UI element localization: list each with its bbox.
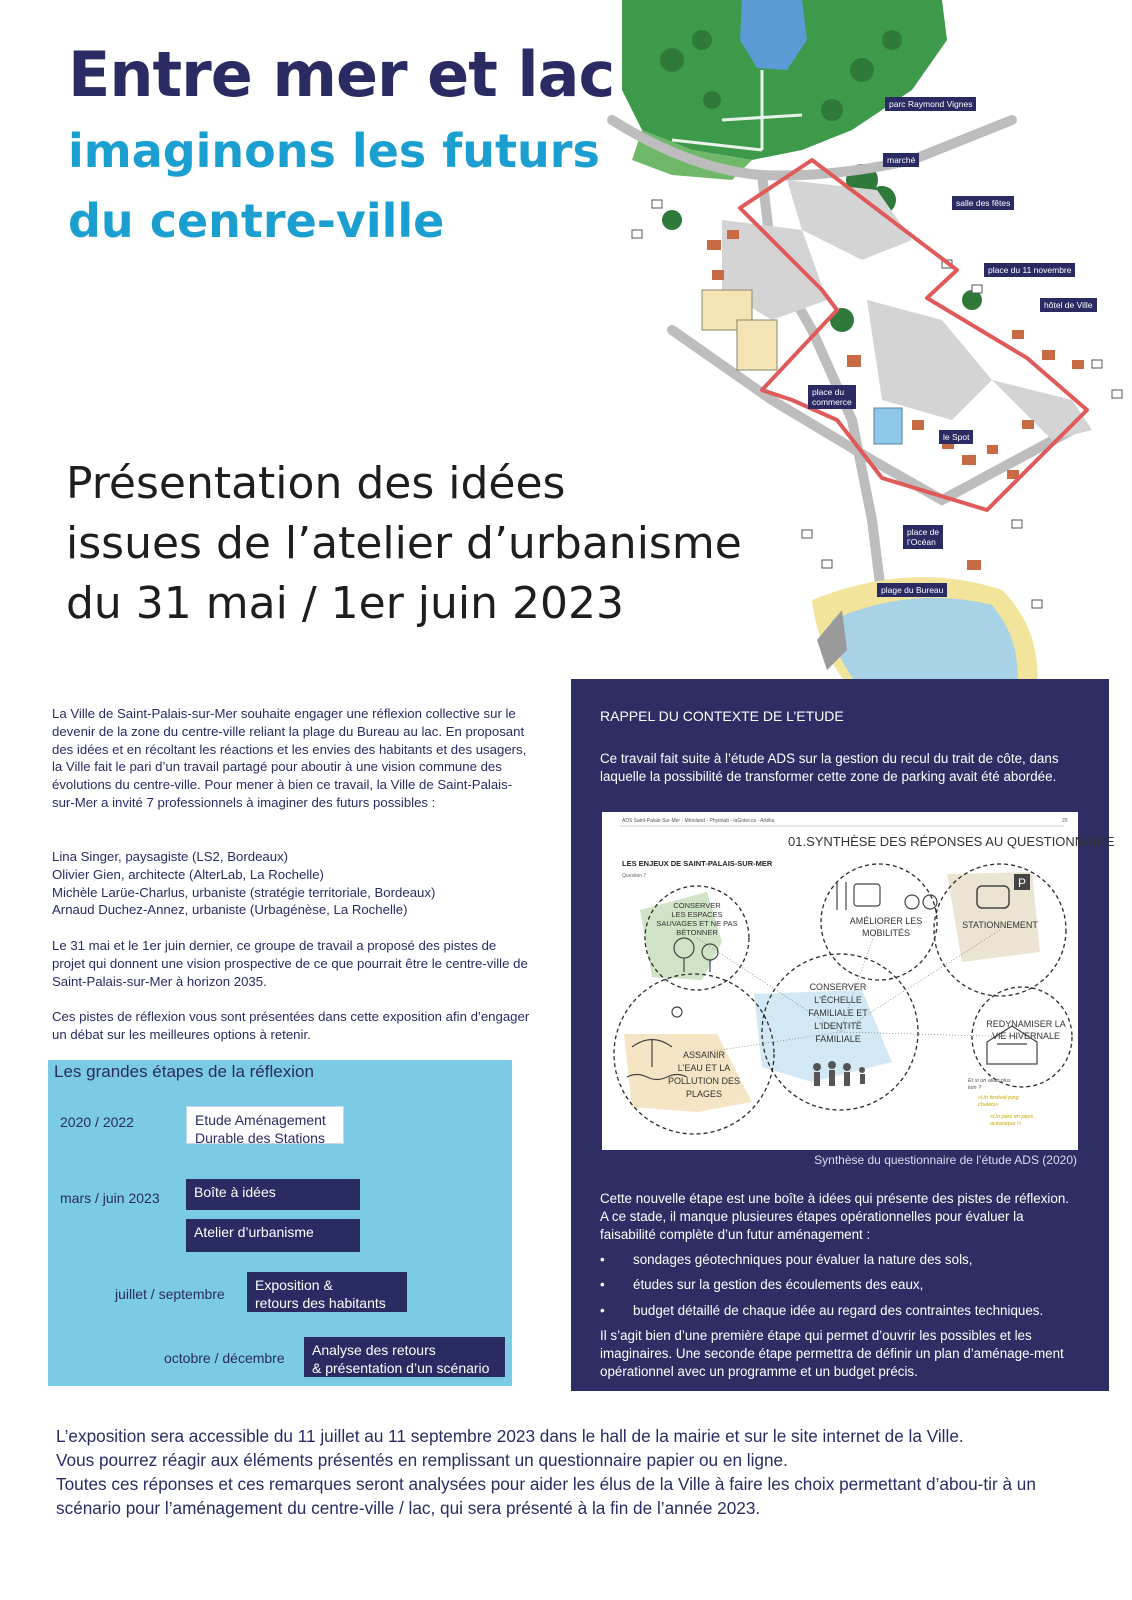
context-paragraph-2: Cette nouvelle étape est une boîte à idées qui présente des pistes de réflexion. A ce stade, il manque plusieures étapes opérationnelles pour évaluer la faisabilité complète d’un futur aménagement : xyxy=(600,1191,1069,1242)
timeline-period: octobre / décembre xyxy=(164,1350,285,1366)
issue-label: STATIONNEMENT xyxy=(962,920,1038,930)
timeline-period: 2020 / 2022 xyxy=(60,1114,134,1130)
issue-label: MOBILITÉS xyxy=(861,928,911,938)
map-label-place-du-commerce-line2: commerce xyxy=(812,397,852,407)
issue-label: VIE HIVERNALE xyxy=(991,1031,1061,1041)
figure-heading: 01.SYNTHÈSE DES RÉPONSES AU QUESTIONNAIRE xyxy=(788,834,1115,849)
figure-note: océanique !» xyxy=(990,1121,1022,1127)
issue-label: SAUVAGES ET NE PAS xyxy=(656,919,738,928)
figure-subheading: LES ENJEUX DE SAINT-PALAIS-SUR-MER xyxy=(622,859,773,868)
map-label-place-11-novembre: place du 11 novembre xyxy=(984,263,1075,277)
context-title: RAPPEL DU CONTEXTE DE L’ETUDE xyxy=(600,708,844,724)
professional-item: Michèle Larüe-Charlus, urbaniste (stratégie territoriale, Bordeaux) xyxy=(52,884,436,900)
presentation-line3: du 31 mai / 1er juin 2023 xyxy=(66,578,624,629)
intro-text-3: Ces pistes de réflexion vous sont présentées dans cette exposition afin d’engager un débat sur les meilleures options à retenir. xyxy=(52,1009,530,1042)
intro-paragraph-3 xyxy=(52,1008,530,1044)
issue-label: REDYNAMISER LA xyxy=(986,1019,1066,1029)
timeline-step-box: Atelier d’urbanisme xyxy=(186,1219,360,1252)
issue-label: AMÉLIORER LES xyxy=(849,916,923,926)
timeline-step-box: Boîte à idées xyxy=(186,1179,360,1210)
footer-line: L’exposition sera accessible du 11 juillet au 11 septembre 2023 dans le hall de la mairie et sur le site internet de la Ville. xyxy=(56,1426,964,1446)
timeline-panel xyxy=(48,1060,512,1386)
timeline-title: Les grandes étapes de la réflexion xyxy=(54,1062,314,1081)
issue-label: CONSERVER xyxy=(673,901,721,910)
map-illustration xyxy=(612,0,1132,690)
timeline-period: juillet / septembre xyxy=(115,1286,225,1302)
figure-question-label: Question 7 xyxy=(622,873,647,879)
context-paragraph-3: Il s’agit bien d’une première étape qui permet d’ouvrir les possibles et les imaginaires. Une seconde étape permettra de définir un plan d’aménage-ment opérationnel avec un programme et un budget précis. xyxy=(600,1328,1064,1379)
professional-item: Arnaud Duchez-Annez, urbaniste (Urbagénèse, La Rochelle) xyxy=(52,902,408,918)
page-subtitle-line1: imaginons les futurs xyxy=(68,124,600,178)
map-label-marche: marché xyxy=(883,153,919,167)
bullet-dot: • xyxy=(600,1303,605,1318)
timeline-step-box: Exposition & retours des habitants xyxy=(247,1272,407,1312)
bullet-dot: • xyxy=(600,1252,605,1267)
map-label-salle-des-fetes: salle des fêtes xyxy=(952,196,1014,210)
issue-label: L'IDENTITÉ xyxy=(814,1021,862,1031)
figure-note: «Un parc en pays xyxy=(990,1114,1034,1120)
issue-label: POLLUTION DES xyxy=(667,1076,741,1086)
map-label-le-spot: le Spot xyxy=(939,430,973,444)
town-center-map xyxy=(612,0,1132,690)
map-label-place-de-l-ocean xyxy=(903,525,943,549)
professional-item: Olivier Gien, architecte (AlterLab, La Rochelle) xyxy=(52,866,324,882)
map-label-plage-du-bureau: plage du Bureau xyxy=(877,583,947,597)
presentation-line1: Présentation des idées xyxy=(66,458,566,509)
figure-top-strip: ADS Saint-Palais-Sur-Mer - Mètoland - Phytolab - laGotecca - Artélia xyxy=(622,818,775,824)
issue-label: ASSAINIR xyxy=(682,1050,726,1060)
synthesis-diagram xyxy=(602,812,1115,1150)
context-paragraph-1: Ce travail fait suite à l’étude ADS sur la gestion du recul du trait de côte, dans laquelle la possibilité de transformer cette zone de parking avait été abordée. xyxy=(600,751,1059,784)
page-title: Entre mer et lac xyxy=(68,38,615,111)
timeline-step-box: Etude Aménagement Durable des Stations xyxy=(186,1106,344,1144)
issue-label: CONSERVER xyxy=(809,982,867,992)
intro-text-2: Le 31 mai et le 1er juin dernier, ce groupe de travail a proposé des pistes de projet qui donnent une vision prospective de ce que pourrait être le centre-ville de Saint-Palais-sur-Mer à horizon 2035. xyxy=(52,938,528,989)
intro-text-1: La Ville de Saint-Palais-sur-Mer souhaite engager une réflexion collective sur le devenir de la zone du centre-ville reliant la plage du Bureau au lac. En proposant des idées et en récoltant les réactions et les envies des habitants et des usagers, la Ville fait le pari d’un travail partagé pour aboutir à une vision commune des évolutions du centre-ville. Pour mener à bien ce travail, la Ville de Saint-Palais-sur-Mer a invité 7 professionnels à imaginer des futurs possibles : xyxy=(52,706,527,810)
timeline-step-box: Analyse des retours & présentation d’un scénario xyxy=(304,1337,505,1377)
figure-note: «Un festival ping xyxy=(978,1095,1019,1101)
map-label-hotel-de-ville: hôtel de Ville xyxy=(1040,298,1097,312)
svg-text:P: P xyxy=(1018,876,1027,890)
footer-line: Vous pourrez réagir aux éléments présentés en remplissant un questionnaire papier ou en ligne. xyxy=(56,1450,788,1470)
context-panel xyxy=(571,679,1115,1391)
bullet-text: études sur la gestion des écoulements des eaux, xyxy=(633,1277,924,1292)
mobility-icons xyxy=(837,882,937,910)
figure-note: Et si on allait plus xyxy=(968,1078,1011,1084)
timeline-period: mars / juin 2023 xyxy=(60,1190,160,1206)
issue-label: FAMILIALE xyxy=(815,1034,861,1044)
intro-paragraph-2 xyxy=(52,937,530,990)
map-label-place-du-commerce-line1: place du xyxy=(812,387,845,397)
figure-note: chalets» xyxy=(978,1102,999,1108)
professional-item: Lina Singer, paysagiste (LS2, Bordeaux) xyxy=(52,849,289,864)
issue-label: BÉTONNER xyxy=(676,928,718,937)
figure-caption: Synthèse du questionnaire de l’étude ADS (2020) xyxy=(814,1153,1077,1167)
map-label-place-de-l-ocean-line1: place de xyxy=(907,527,940,537)
bullet-text: sondages géotechniques pour évaluer la nature des sols, xyxy=(633,1252,973,1267)
map-label-parc: parc Raymond Vignes xyxy=(885,97,976,111)
issue-label: L'EAU ET LA xyxy=(677,1063,731,1073)
footer-line: Toutes ces réponses et ces remarques seront analysées pour aider les élus de la Ville à faire les choix permettant d’abou-tir à un scénario pour l’aménagement du centre-ville / lac, qui sera présenté à la fin de l’année 2023. xyxy=(56,1474,1036,1518)
issue-label: FAMILIALE ET xyxy=(808,1008,868,1018)
footer-text xyxy=(56,1424,1096,1520)
issue-label: L'ÉCHELLE xyxy=(814,995,862,1005)
issue-label: LES ESPACES xyxy=(671,910,723,919)
figure-note: loin ? xyxy=(968,1085,982,1091)
bullet-text: budget détaillé de chaque idée au regard des contraintes techniques. xyxy=(633,1303,1044,1318)
map-label-place-de-l-ocean-line2: l’Océan xyxy=(907,537,936,547)
presentation-line2: issues de l’atelier d’urbanisme xyxy=(66,518,742,569)
map-label-place-du-commerce xyxy=(808,385,856,409)
issue-label: PLAGES xyxy=(685,1089,723,1099)
figure-page-number: 20 xyxy=(1062,818,1068,824)
professionals-list xyxy=(52,848,530,919)
questionnaire-synthesis-figure xyxy=(602,812,1115,1150)
page-subtitle-line2: du centre-ville xyxy=(68,194,445,248)
intro-paragraph-1 xyxy=(52,705,530,812)
bullet-dot: • xyxy=(600,1277,605,1292)
